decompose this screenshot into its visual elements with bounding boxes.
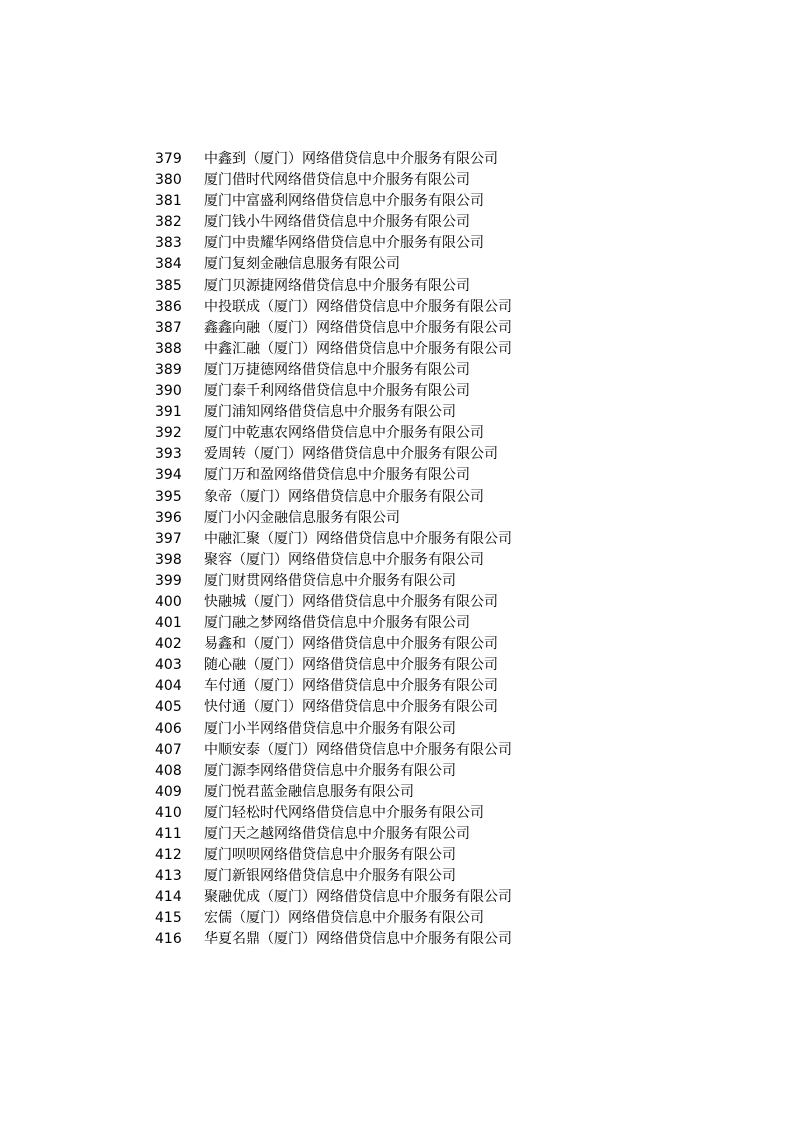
company-name: 厦门钱小牛网络借贷信息中介服务有限公司 [204, 214, 470, 231]
entry-number: 381 [155, 193, 182, 210]
company-name: 聚融优成（厦门）网络借贷信息中介服务有限公司 [204, 889, 512, 906]
entry-number: 395 [155, 488, 182, 505]
entry-number: 416 [155, 931, 182, 948]
list-item [155, 508, 512, 529]
list-item [155, 381, 512, 402]
entry-number: 389 [155, 361, 182, 378]
company-name: 聚容（厦门）网络借贷信息中介服务有限公司 [204, 551, 484, 568]
company-name: 厦门复刻金融信息服务有限公司 [204, 256, 400, 273]
company-name: 厦门天之越网络借贷信息中介服务有限公司 [204, 826, 470, 842]
entry-number: 407 [155, 741, 182, 758]
company-name: 随心融（厦门）网络借贷信息中介服务有限公司 [204, 657, 498, 674]
entry-number: 401 [155, 615, 182, 632]
entry-number: 400 [155, 593, 182, 610]
company-name: 厦门源李网络借贷信息中介服务有限公司 [204, 762, 456, 779]
list-item [155, 634, 512, 655]
list-item [155, 803, 512, 824]
company-name: 快融城（厦门）网络借贷信息中介服务有限公司 [204, 593, 498, 610]
entry-number: 385 [155, 277, 182, 294]
entry-number: 408 [155, 762, 182, 779]
entry-number: 380 [155, 172, 182, 189]
entry-number: 411 [155, 826, 182, 842]
list-item [155, 297, 512, 318]
company-name: 厦门借时代网络借贷信息中介服务有限公司 [204, 172, 470, 189]
company-name: 厦门财贯网络借贷信息中介服务有限公司 [204, 572, 456, 589]
company-name: 象帝（厦门）网络借贷信息中介服务有限公司 [204, 488, 484, 505]
entry-number: 398 [155, 551, 182, 568]
company-name: 厦门小闪金融信息服务有限公司 [204, 509, 400, 526]
entry-number: 386 [155, 298, 182, 315]
list-item [155, 740, 512, 761]
entry-number: 409 [155, 783, 182, 800]
list-item [155, 212, 512, 233]
list-item [155, 149, 512, 170]
entry-number: 379 [155, 151, 182, 167]
company-name: 华夏名鼎（厦门）网络借贷信息中介服务有限公司 [204, 931, 512, 948]
entry-number: 382 [155, 214, 182, 231]
company-name: 厦门万和盈网络借贷信息中介服务有限公司 [204, 467, 470, 484]
company-name: 宏儒（厦门）网络借贷信息中介服务有限公司 [204, 910, 484, 927]
list-item [155, 360, 512, 381]
list-item [155, 276, 512, 297]
company-name: 厦门贝源捷网络借贷信息中介服务有限公司 [204, 277, 470, 294]
list-item [155, 824, 512, 845]
entry-number: 392 [155, 425, 182, 442]
company-name: 中鑫到（厦门）网络借贷信息中介服务有限公司 [204, 151, 498, 167]
entry-number: 414 [155, 889, 182, 906]
company-name: 易鑫和（厦门）网络借贷信息中介服务有限公司 [204, 636, 498, 653]
entry-number: 393 [155, 446, 182, 463]
list-item [155, 887, 512, 908]
list-item [155, 655, 512, 676]
company-name: 车付通（厦门）网络借贷信息中介服务有限公司 [204, 678, 498, 695]
company-name: 厦门中贵耀华网络借贷信息中介服务有限公司 [204, 235, 484, 252]
company-name: 爱周转（厦门）网络借贷信息中介服务有限公司 [204, 446, 498, 463]
entry-number: 413 [155, 868, 182, 885]
entry-number: 397 [155, 530, 182, 547]
company-name: 鑫鑫向融（厦门）网络借贷信息中介服务有限公司 [204, 319, 512, 336]
company-name: 中融汇聚（厦门）网络借贷信息中介服务有限公司 [204, 530, 512, 547]
entry-number: 390 [155, 383, 182, 400]
entry-number: 405 [155, 699, 182, 716]
list-item [155, 487, 512, 508]
list-item [155, 613, 512, 634]
company-name: 厦门新银网络借贷信息中介服务有限公司 [204, 868, 456, 885]
entry-number: 403 [155, 657, 182, 674]
list-item [155, 465, 512, 486]
entry-number: 391 [155, 404, 182, 421]
entry-number: 399 [155, 572, 182, 589]
list-item [155, 908, 512, 929]
list-item [155, 423, 512, 444]
entry-number: 415 [155, 910, 182, 927]
company-name: 厦门中富盛利网络借贷信息中介服务有限公司 [204, 193, 484, 210]
company-name: 厦门融之梦网络借贷信息中介服务有限公司 [204, 615, 470, 632]
company-name: 厦门泰千利网络借贷信息中介服务有限公司 [204, 383, 470, 400]
entry-number: 383 [155, 235, 182, 252]
company-name: 厦门小半网络借贷信息中介服务有限公司 [204, 720, 456, 737]
list-item [155, 254, 512, 275]
list-item [155, 550, 512, 571]
list-item [155, 339, 512, 360]
entry-number: 388 [155, 340, 182, 357]
list-item [155, 191, 512, 212]
list-item [155, 782, 512, 803]
entry-number: 406 [155, 720, 182, 737]
entry-number: 402 [155, 636, 182, 653]
company-name: 厦门浦知网络借贷信息中介服务有限公司 [204, 404, 456, 421]
company-list [155, 149, 512, 951]
entry-number: 384 [155, 256, 182, 273]
list-item [155, 676, 512, 697]
company-name: 快付通（厦门）网络借贷信息中介服务有限公司 [204, 699, 498, 716]
company-name: 中投联成（厦门）网络借贷信息中介服务有限公司 [204, 298, 512, 315]
list-item [155, 233, 512, 254]
list-item [155, 571, 512, 592]
list-item [155, 845, 512, 866]
entry-number: 404 [155, 678, 182, 695]
company-name: 厦门悦君蓝金融信息服务有限公司 [204, 783, 414, 800]
list-item [155, 318, 512, 339]
entry-number: 396 [155, 509, 182, 526]
entry-number: 410 [155, 804, 182, 821]
list-item [155, 866, 512, 887]
list-item [155, 761, 512, 782]
company-name: 厦门万捷德网络借贷信息中介服务有限公司 [204, 361, 470, 378]
company-name: 厦门轻松时代网络借贷信息中介服务有限公司 [204, 804, 484, 821]
entry-number: 394 [155, 467, 182, 484]
entry-number: 412 [155, 847, 182, 864]
list-item [155, 719, 512, 740]
company-name: 中顺安泰（厦门）网络借贷信息中介服务有限公司 [204, 741, 512, 758]
company-name: 厦门中乾惠农网络借贷信息中介服务有限公司 [204, 425, 484, 442]
company-name: 中鑫汇融（厦门）网络借贷信息中介服务有限公司 [204, 340, 512, 357]
list-item [155, 697, 512, 718]
list-item [155, 402, 512, 423]
list-item [155, 529, 512, 550]
list-item [155, 592, 512, 613]
entry-number: 387 [155, 319, 182, 336]
company-name: 厦门呗呗网络借贷信息中介服务有限公司 [204, 847, 456, 864]
list-item [155, 929, 512, 950]
list-item [155, 444, 512, 465]
list-item [155, 170, 512, 191]
